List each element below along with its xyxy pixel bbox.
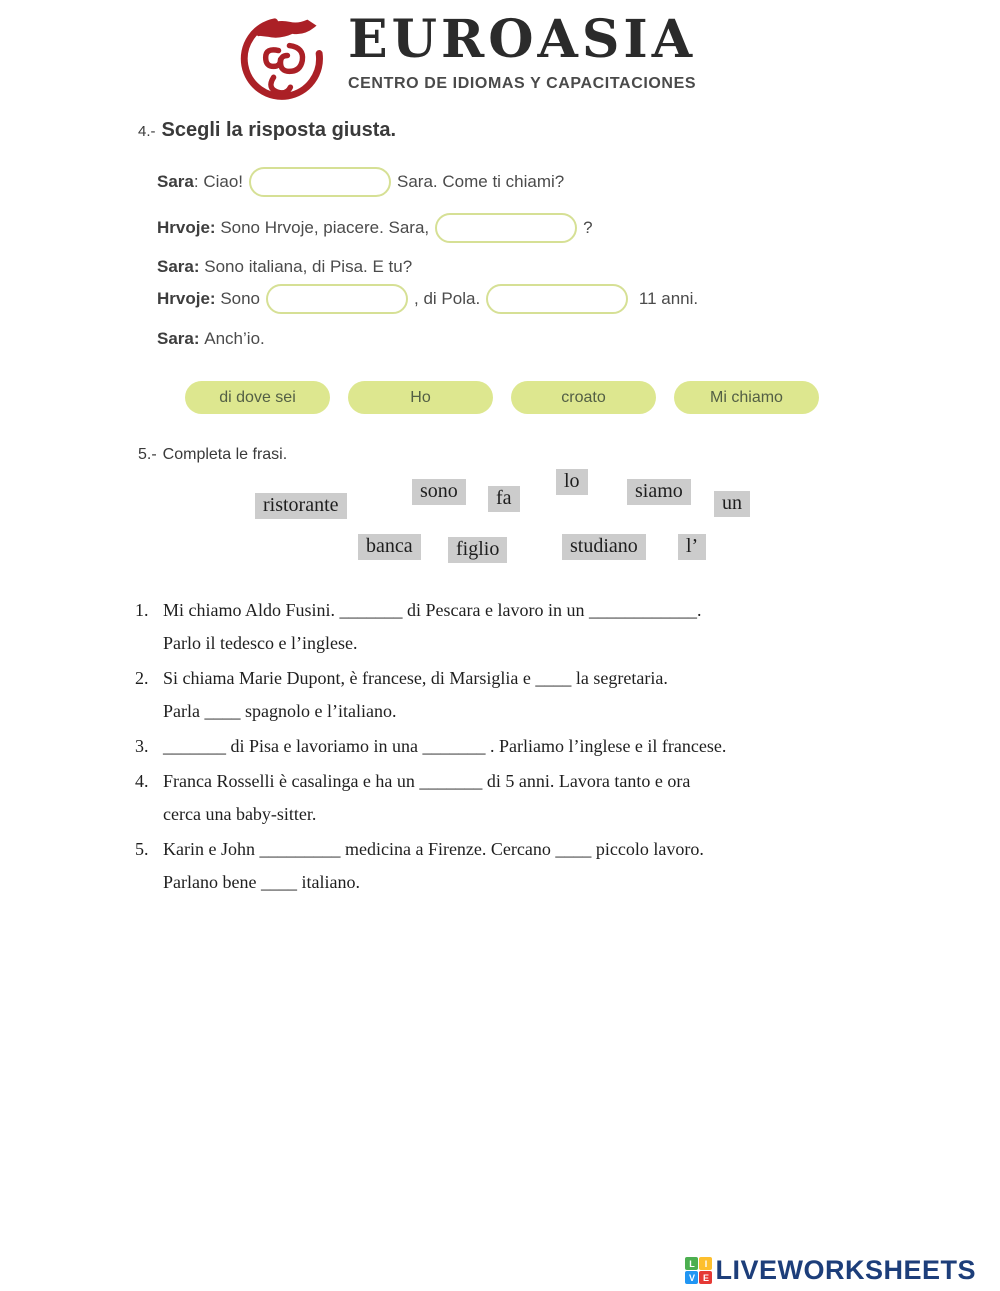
dialogue-row — [157, 166, 564, 198]
sentence-item — [135, 833, 865, 899]
word-bank-item[interactable]: siamo — [627, 479, 691, 505]
brand-tagline: CENTRO DE IDIOMAS Y CAPACITACIONES — [348, 75, 697, 92]
dialogue-row — [157, 283, 698, 315]
word-bank-item[interactable]: sono — [412, 479, 466, 505]
answer-options — [185, 381, 819, 414]
answer-input[interactable] — [249, 167, 391, 197]
dialogue-text: ? — [583, 218, 593, 237]
word-bank-item[interactable]: un — [714, 491, 750, 517]
sentence-text: Parlano bene ____ italiano. — [163, 872, 360, 892]
speaker-name: Hrvoje: — [157, 218, 216, 237]
sentence-item — [135, 730, 865, 763]
sentence-number: 3. — [135, 736, 149, 756]
dialogue-text: , di Pola. — [414, 289, 481, 308]
header — [233, 6, 696, 107]
speaker-name: Hrvoje: — [157, 289, 216, 308]
exercise5-label: Completa le frasi. — [162, 446, 288, 463]
exercise4-number: 4.- — [138, 123, 156, 140]
sentence-item — [135, 662, 865, 728]
speaker-name: Sara — [157, 172, 194, 191]
sentence-text: _______ di Pisa e lavoriamo in una _______ . Parliamo l’inglese e il francese. — [163, 736, 727, 756]
dialogue-row — [157, 329, 265, 349]
brand-title: EUROASIA — [348, 9, 697, 70]
option-chip[interactable]: di dove sei — [185, 381, 330, 414]
word-bank-item[interactable]: studiano — [562, 534, 646, 560]
sentence-item — [135, 594, 865, 660]
option-chip[interactable]: croato — [511, 381, 656, 414]
sentence-number: 2. — [135, 668, 149, 688]
word-bank-item[interactable]: ristorante — [255, 493, 347, 519]
liveworksheets-wordmark: LIVEWORKSHEETS — [715, 1255, 976, 1285]
logo-square-l: L — [685, 1257, 698, 1270]
liveworksheets-logo-icon — [685, 1257, 712, 1284]
dialogue-text: Sono italiana, di Pisa. E tu? — [199, 257, 413, 276]
sentence-number: 5. — [135, 839, 149, 859]
sentence-text: Mi chiamo Aldo Fusini. _______ di Pescara e lavoro in un ____________. — [163, 600, 702, 620]
word-bank-item[interactable]: figlio — [448, 537, 507, 563]
dialogue-text: Sara. Come ti chiami? — [397, 172, 565, 191]
sentence-text: Franca Rosselli è casalinga e ha un _______ di 5 anni. Lavora tanto e ora — [163, 771, 691, 791]
word-bank-item[interactable]: banca — [358, 534, 421, 560]
speaker-name: Sara: — [157, 257, 200, 276]
dialogue-text: Sono — [215, 289, 261, 308]
exercise5-number: 5.- — [138, 446, 157, 463]
answer-input[interactable] — [435, 213, 577, 243]
sentence-text: cerca una baby-sitter. — [163, 804, 317, 824]
sentence-text: Karin e John _________ medicina a Firenze. Cercano ____ piccolo lavoro. — [163, 839, 704, 859]
option-chip[interactable]: Ho — [348, 381, 493, 414]
word-bank — [0, 465, 1000, 590]
logo-square-v: V — [685, 1271, 698, 1284]
word-bank-item[interactable]: lo — [556, 469, 588, 495]
sentence-text: Si chiama Marie Dupont, è francese, di Marsiglia e ____ la segretaria. — [163, 668, 668, 688]
exercise4-label: Scegli la risposta giusta. — [161, 119, 397, 141]
euroasia-dragon-logo-icon — [233, 6, 332, 107]
option-chip[interactable]: Mi chiamo — [674, 381, 819, 414]
sentence-text: Parlo il tedesco e l’inglese. — [163, 633, 358, 653]
dialogue-text: Sono Hrvoje, piacere. Sara, — [215, 218, 430, 237]
dialogue-row — [157, 257, 412, 277]
logo-square-i: I — [699, 1257, 712, 1270]
dialogue-text: Anch’io. — [199, 329, 265, 348]
dialogue-text: 11 anni. — [634, 289, 699, 308]
logo-square-e: E — [699, 1271, 712, 1284]
sentence-text: Parla ____ spagnolo e l’italiano. — [163, 701, 397, 721]
dialogue-row — [157, 212, 593, 244]
sentence-list — [135, 594, 865, 901]
word-bank-item[interactable]: l’ — [678, 534, 706, 560]
sentence-number: 1. — [135, 600, 149, 620]
exercise5-title — [138, 446, 287, 464]
speaker-name: Sara: — [157, 329, 200, 348]
dialogue-text: : Ciao! — [193, 172, 244, 191]
sentence-number: 4. — [135, 771, 149, 791]
word-bank-item[interactable]: fa — [488, 486, 520, 512]
answer-input[interactable] — [486, 284, 628, 314]
liveworksheets-watermark — [685, 1255, 976, 1286]
exercise4-title — [138, 119, 396, 142]
sentence-item — [135, 765, 865, 831]
answer-input[interactable] — [266, 284, 408, 314]
